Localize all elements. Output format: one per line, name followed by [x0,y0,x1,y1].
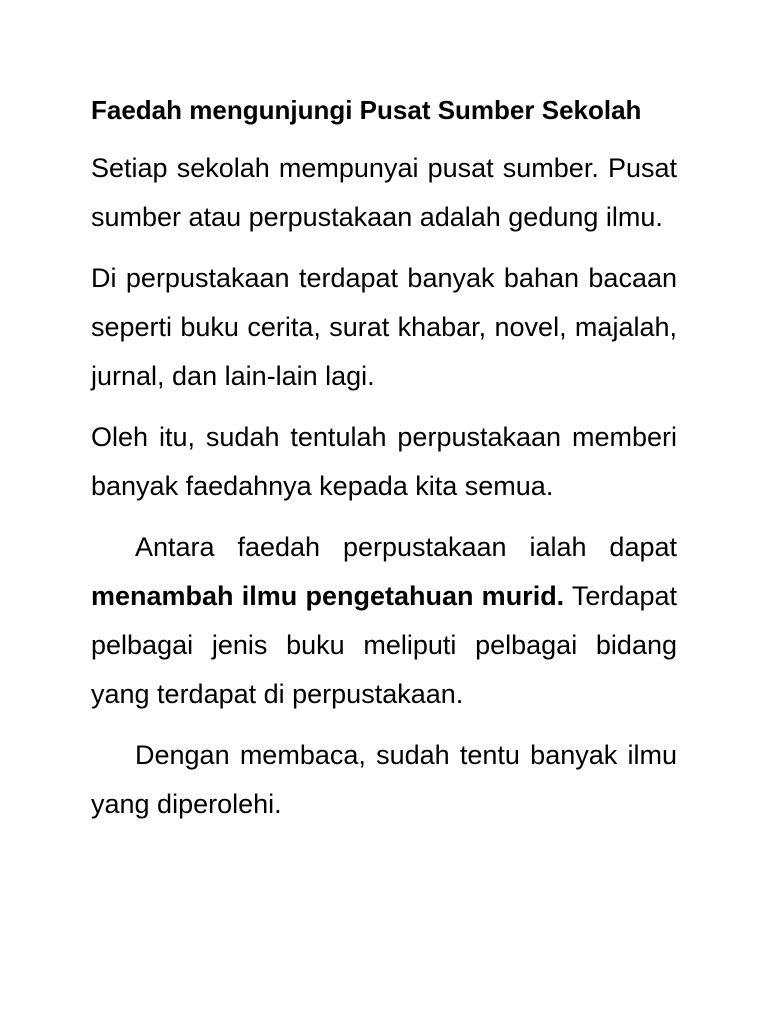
paragraph-3: Oleh itu, sudah tentulah perpustakaan memberi banyak faedahnya kepada kita semua. [91,422,677,501]
paragraph-4-bold-phrase: menambah ilmu pengetahuan murid. [91,581,565,611]
document-page [91,88,677,841]
document-title: Faedah mengunjungi Pusat Sumber Sekolah [91,95,642,125]
paragraph-4-intro: Antara faedah perpustakaan ialah dapat [135,532,677,562]
paragraph-5: Dengan membaca, sudah tentu banyak ilmu yang diperolehi. [91,740,677,819]
paragraph-4 [91,523,677,719]
paragraph-2: Di perpustakaan terdapat banyak bahan bacaan seperti buku cerita, surat khabar, novel, majalah, jurnal, dan lain-lain lagi. [91,263,677,391]
paragraph-1: Setiap sekolah mempunyai pusat sumber. Pusat sumber atau perpustakaan adalah gedung ilmu. [91,153,677,232]
paragraph-4-rest: Terdapat pelbagai jenis buku meliputi pelbagai bidang yang terdapat di perpustakaan. [91,581,677,709]
